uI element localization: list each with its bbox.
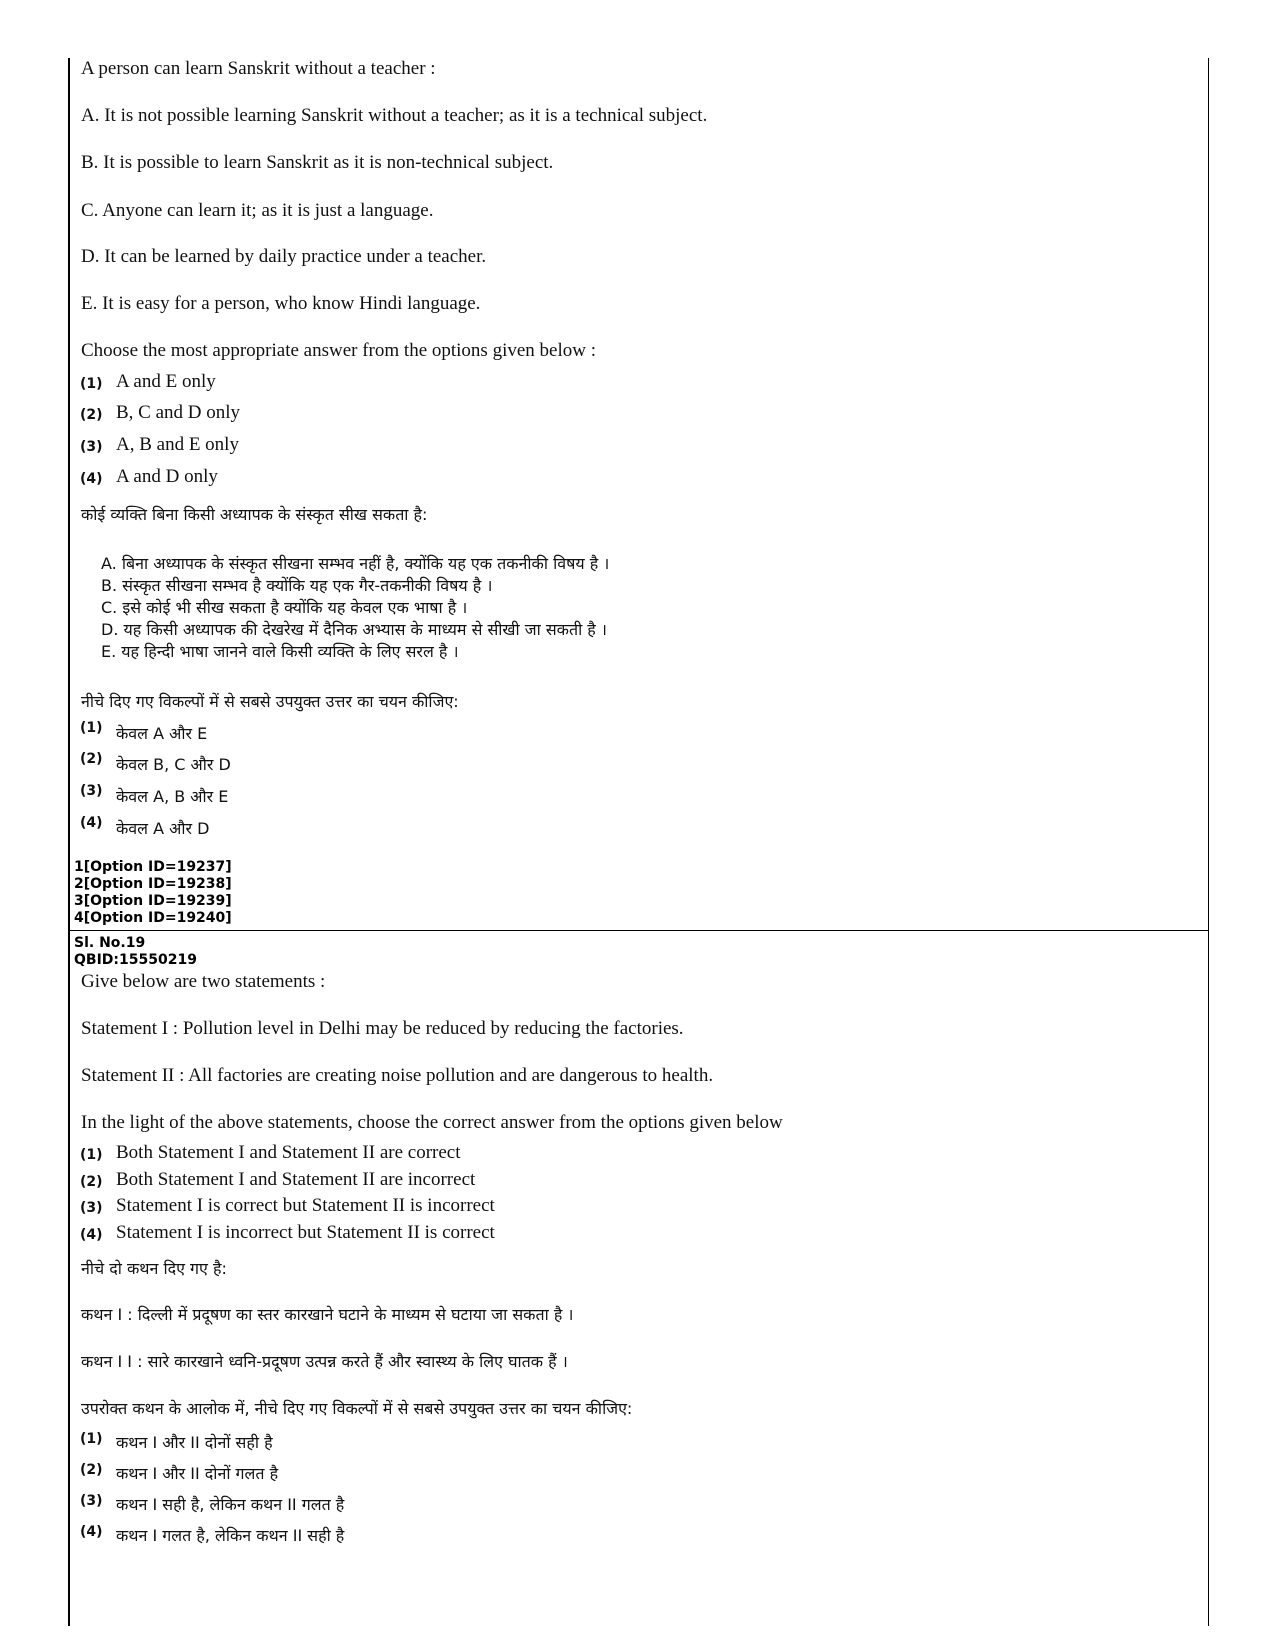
q18-option-number-2-hi: (2) <box>80 751 103 767</box>
q19-option-3-en: Statement I is correct but Statement II is incorrect <box>116 1195 495 1216</box>
q19-statement-1-en: Statement I : Pollution level in Delhi may be reduced by reducing the factories. <box>81 1018 684 1039</box>
q19-option-number-4: (4) <box>80 1227 103 1243</box>
q18-option-number-3: (3) <box>80 439 103 455</box>
q18-statement-e-hi: E. यह हिन्दी भाषा जानने वाले किसी व्यक्ति के लिए सरल है । <box>101 642 459 661</box>
q19-option-number-1-hi: (1) <box>80 1431 103 1447</box>
q18-option-3-en: A, B and E only <box>116 434 239 455</box>
q18-option-3-hi: केवल A, B और E <box>116 787 229 806</box>
q18-option-4-en: A and D only <box>116 466 218 487</box>
q19-statement-1-hi: कथन I : दिल्ली में प्रदूषण का स्तर कारखाने घटाने के माध्यम से घटाया जा सकता है । <box>81 1305 574 1324</box>
q18-option-2-hi: केवल B, C और D <box>116 755 231 774</box>
q18-option-id-1: 1[Option ID=19237] <box>74 859 232 875</box>
q18-option-2-en: B, C and D only <box>116 402 241 423</box>
q18-stem-en: A person can learn Sanskrit without a teacher : <box>81 58 436 79</box>
q19-option-4-hi: कथन I गलत है, लेकिन कथन II सही है <box>116 1526 345 1545</box>
q18-option-number-4-hi: (4) <box>80 815 103 831</box>
right-border <box>1208 58 1209 1626</box>
left-border <box>68 58 70 1626</box>
q18-option-number-2: (2) <box>80 407 103 423</box>
q18-option-number-1: (1) <box>80 376 103 392</box>
q19-stem-hi: नीचे दो कथन दिए गए है: <box>81 1259 227 1278</box>
q19-option-4-en: Statement I is incorrect but Statement II is correct <box>116 1222 495 1243</box>
q18-statement-b-en: B. It is possible to learn Sanskrit as it is non-technical subject. <box>81 152 554 173</box>
q18-option-number-1-hi: (1) <box>80 720 103 736</box>
q19-instruction-hi: उपरोक्त कथन के आलोक में, नीचे दिए गए विकल्पों में से सबसे उपयुक्त उत्तर का चयन कीजिए: <box>81 1399 633 1418</box>
q19-option-1-en: Both Statement I and Statement II are correct <box>116 1142 461 1163</box>
q18-option-4-hi: केवल A और D <box>116 819 210 838</box>
q19-statement-2-en: Statement II : All factories are creating noise pollution and are dangerous to health. <box>81 1065 714 1086</box>
q19-statement-2-hi: कथन I I : सारे कारखाने ध्वनि-प्रदूषण उत्पन्न करते हैं और स्वास्थ्य के लिए घातक हैं । <box>81 1352 568 1371</box>
q18-statement-a-hi: A. बिना अध्यापक के संस्कृत सीखना सम्भव नहीं है, क्योंकि यह एक तकनीकी विषय है । <box>101 554 610 573</box>
q18-option-number-4: (4) <box>80 471 103 487</box>
q19-option-2-hi: कथन I और II दोनों गलत है <box>116 1464 279 1483</box>
q19-option-number-3: (3) <box>80 1200 103 1216</box>
q19-qbid: QBID:15550219 <box>74 952 197 968</box>
q19-instruction-en: In the light of the above statements, choose the correct answer from the options given below <box>81 1112 783 1133</box>
q19-option-number-2-hi: (2) <box>80 1462 103 1478</box>
q18-statement-b-hi: B. संस्कृत सीखना सम्भव है क्योंकि यह एक गैर-तकनीकी विषय है । <box>101 576 493 595</box>
q19-option-number-3-hi: (3) <box>80 1493 103 1509</box>
q18-option-id-4: 4[Option ID=19240] <box>74 910 232 926</box>
q18-instruction-hi: नीचे दिए गए विकल्पों में से सबसे उपयुक्त उत्तर का चयन कीजिए: <box>81 692 459 711</box>
q18-statement-d-hi: D. यह किसी अध्यापक की देखरेख में दैनिक अभ्यास के माध्यम से सीखी जा सकती है । <box>101 620 607 639</box>
q19-option-number-2: (2) <box>80 1174 103 1190</box>
question-divider <box>68 930 1209 931</box>
q18-option-id-2: 2[Option ID=19238] <box>74 876 232 892</box>
q19-option-1-hi: कथन I और II दोनों सही है <box>116 1433 273 1452</box>
q18-statement-d-en: D. It can be learned by daily practice under a teacher. <box>81 246 487 267</box>
q18-stem-hi: कोई व्यक्ति बिना किसी अध्यापक के संस्कृत सीख सकता है: <box>81 505 428 524</box>
q19-option-2-en: Both Statement I and Statement II are incorrect <box>116 1169 476 1190</box>
q19-stem-en: Give below are two statements : <box>81 971 326 992</box>
q18-option-number-3-hi: (3) <box>80 783 103 799</box>
q18-statement-e-en: E. It is easy for a person, who know Hindi language. <box>81 293 481 314</box>
q19-option-number-1: (1) <box>80 1147 103 1163</box>
q18-statement-a-en: A. It is not possible learning Sanskrit without a teacher; as it is a technical subject. <box>81 105 708 126</box>
q18-instruction-en: Choose the most appropriate answer from the options given below : <box>81 340 597 361</box>
q18-statement-c-en: C. Anyone can learn it; as it is just a language. <box>81 200 434 221</box>
q19-option-number-4-hi: (4) <box>80 1524 103 1540</box>
q19-option-3-hi: कथन I सही है, लेकिन कथन II गलत है <box>116 1495 345 1514</box>
q18-option-1-hi: केवल A और E <box>116 724 208 743</box>
q19-serial-number: Sl. No.19 <box>74 935 146 951</box>
q18-statement-c-hi: C. इसे कोई भी सीख सकता है क्योंकि यह केवल एक भाषा है । <box>101 598 468 617</box>
q18-option-1-en: A and E only <box>116 371 216 392</box>
q18-option-id-3: 3[Option ID=19239] <box>74 893 232 909</box>
